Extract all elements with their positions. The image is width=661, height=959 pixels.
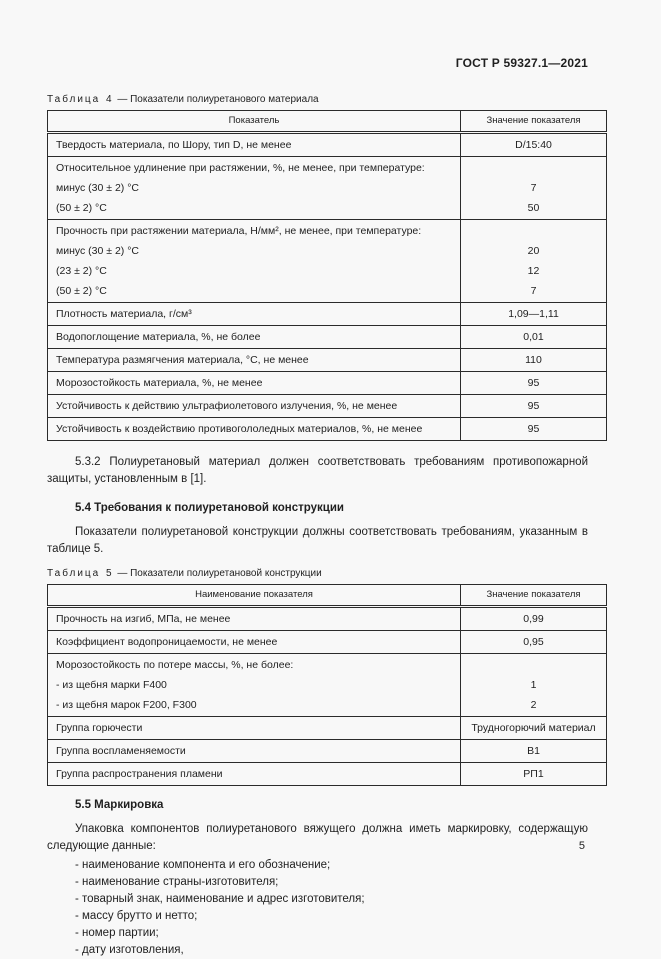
table-header-row bbox=[48, 585, 607, 607]
indicator-cell bbox=[48, 717, 461, 740]
table-row bbox=[48, 157, 607, 220]
para-5-3-2: 5.3.2 Полиуретановый материал должен соответствовать требованиям противопожарной защиты, установленным в [1]. bbox=[47, 456, 588, 485]
value-line: 1 bbox=[530, 679, 537, 691]
value-cell bbox=[461, 349, 607, 372]
indicator-line: Плотность материала, г/см³ bbox=[56, 308, 192, 320]
table-row bbox=[48, 303, 607, 326]
indicator-cell bbox=[48, 133, 461, 157]
value-cell bbox=[461, 717, 607, 740]
indicator-line: Прочность при растяжении материала, Н/мм², не менее, при температуре: bbox=[56, 225, 422, 237]
value-cell bbox=[461, 220, 607, 303]
para-5-4: Показатели полиуретановой конструкции должны соответствовать требованиям, указанным в таблице 5. bbox=[47, 526, 588, 555]
para-5-5: Упаковка компонентов полиуретанового вяжущего должна иметь маркировку, содержащую следующие данные: bbox=[47, 823, 588, 852]
table-caption-number: 5 bbox=[106, 568, 112, 579]
value-cell bbox=[461, 326, 607, 349]
indicator-cell bbox=[48, 654, 461, 717]
table-row bbox=[48, 133, 607, 157]
indicator-line: Температура размягчения материала, °С, не менее bbox=[56, 354, 309, 366]
indicator-line: Группа распространения пламени bbox=[56, 768, 223, 780]
indicator-line: Твердость материала, по Шору, тип D, не менее bbox=[56, 139, 292, 151]
indicator-cell bbox=[48, 740, 461, 763]
column-header: Показатель bbox=[48, 111, 461, 133]
indicator-line: минус (30 ± 2) °С bbox=[56, 182, 139, 194]
value-line: 12 bbox=[527, 265, 540, 277]
value-line: Трудногорючий материал bbox=[471, 722, 596, 734]
value-cell bbox=[461, 740, 607, 763]
value-cell bbox=[461, 418, 607, 441]
indicator-line: (23 ± 2) °С bbox=[56, 265, 107, 277]
list-item: - наименование страны-изготовителя; bbox=[75, 876, 279, 888]
value-line: 20 bbox=[527, 245, 540, 257]
table-row bbox=[48, 220, 607, 303]
column-header: Значение показателя bbox=[461, 111, 607, 133]
value-line: 0,95 bbox=[523, 636, 544, 648]
table-row bbox=[48, 717, 607, 740]
indicator-line: (50 ± 2) °С bbox=[56, 285, 107, 297]
column-header: Значение показателя bbox=[461, 585, 607, 607]
indicator-cell bbox=[48, 418, 461, 441]
table-caption-title: — Показатели полиуретанового материала bbox=[117, 94, 319, 105]
value-line bbox=[465, 221, 602, 241]
value-line: РП1 bbox=[523, 768, 544, 780]
value-line: 95 bbox=[527, 423, 540, 435]
indicator-line: Группа воспламеняемости bbox=[56, 745, 186, 757]
indicator-line: - из щебня марки F400 bbox=[56, 679, 167, 691]
indicator-cell bbox=[48, 607, 461, 631]
table-caption-word: Таблица bbox=[47, 568, 101, 579]
indicator-cell bbox=[48, 631, 461, 654]
indicator-line: Морозостойкость по потере массы, %, не более: bbox=[56, 659, 294, 671]
table-row bbox=[48, 418, 607, 441]
table-row bbox=[48, 395, 607, 418]
page-number: 5 bbox=[578, 840, 585, 852]
table4-caption bbox=[47, 94, 588, 106]
table-caption-title: — Показатели полиуретановой конструкции bbox=[117, 568, 322, 579]
table-row bbox=[48, 326, 607, 349]
value-cell bbox=[461, 631, 607, 654]
list-item: - дату изготовления, bbox=[75, 944, 184, 956]
indicator-line: (50 ± 2) °С bbox=[56, 202, 107, 214]
table-header-row bbox=[48, 111, 607, 133]
list-item: - номер партии; bbox=[75, 927, 159, 939]
indicator-cell bbox=[48, 220, 461, 303]
value-line: 0,01 bbox=[523, 331, 544, 343]
value-line: 95 bbox=[527, 400, 540, 412]
page-content bbox=[47, 56, 596, 959]
table-row bbox=[48, 349, 607, 372]
value-line: 110 bbox=[525, 354, 542, 366]
table-polyurethane-material bbox=[47, 110, 607, 441]
value-line: 0,99 bbox=[523, 613, 544, 625]
value-cell bbox=[461, 133, 607, 157]
indicator-line: Устойчивость к действию ультрафиолетового излучения, %, не менее bbox=[56, 400, 398, 412]
table-caption-word: Таблица bbox=[47, 94, 101, 105]
indicator-line: минус (30 ± 2) °С bbox=[56, 245, 139, 257]
standard-reference: ГОСТ Р 59327.1—2021 bbox=[455, 56, 588, 70]
value-line bbox=[465, 158, 602, 178]
heading-5-5: 5.5 Маркировка bbox=[75, 799, 164, 811]
indicator-cell bbox=[48, 157, 461, 220]
indicator-line: - из щебня марок F200, F300 bbox=[56, 699, 197, 711]
indicator-line: Устойчивость к воздействию противогололедных материалов, %, не менее bbox=[56, 423, 423, 435]
indicator-line: Водопоглощение материала, %, не более bbox=[56, 331, 261, 343]
indicator-line: Группа горючести bbox=[56, 722, 143, 734]
value-line: 2 bbox=[530, 699, 537, 711]
indicator-cell bbox=[48, 349, 461, 372]
list-item: - наименование компонента и его обозначение; bbox=[75, 859, 331, 871]
value-line: 7 bbox=[530, 285, 537, 297]
value-line: 7 bbox=[530, 182, 537, 194]
table-row bbox=[48, 607, 607, 631]
value-cell bbox=[461, 372, 607, 395]
value-cell bbox=[461, 763, 607, 786]
table-row bbox=[48, 740, 607, 763]
list-item: - товарный знак, наименование и адрес изготовителя; bbox=[75, 893, 365, 905]
indicator-cell bbox=[48, 372, 461, 395]
value-line: D/15:40 bbox=[515, 139, 552, 151]
list-item: - массу брутто и нетто; bbox=[75, 910, 198, 922]
value-cell bbox=[461, 654, 607, 717]
indicator-cell bbox=[48, 763, 461, 786]
value-cell bbox=[461, 395, 607, 418]
table-row bbox=[48, 763, 607, 786]
table-caption-number: 4 bbox=[106, 94, 112, 105]
table-row bbox=[48, 372, 607, 395]
value-cell bbox=[461, 303, 607, 326]
table-row bbox=[48, 654, 607, 717]
column-header: Наименование показателя bbox=[48, 585, 461, 607]
value-line: 50 bbox=[527, 202, 540, 214]
value-line bbox=[465, 655, 602, 675]
indicator-cell bbox=[48, 395, 461, 418]
table-row bbox=[48, 631, 607, 654]
indicator-line: Коэффициент водопроницаемости, не менее bbox=[56, 636, 278, 648]
indicator-line: Относительное удлинение при растяжении, %, не менее, при температуре: bbox=[56, 162, 425, 174]
table-polyurethane-construction bbox=[47, 584, 607, 786]
value-line: В1 bbox=[527, 745, 540, 757]
value-cell bbox=[461, 607, 607, 631]
value-cell bbox=[461, 157, 607, 220]
indicator-line: Морозостойкость материала, %, не менее bbox=[56, 377, 263, 389]
indicator-cell bbox=[48, 326, 461, 349]
indicator-cell bbox=[48, 303, 461, 326]
table5-caption bbox=[47, 568, 588, 580]
indicator-line: Прочность на изгиб, МПа, не менее bbox=[56, 613, 231, 625]
value-line: 1,09—1,11 bbox=[508, 308, 559, 320]
marking-data-list bbox=[47, 857, 588, 959]
heading-5-4: 5.4 Требования к полиуретановой конструкции bbox=[75, 502, 344, 514]
value-line: 95 bbox=[527, 377, 540, 389]
